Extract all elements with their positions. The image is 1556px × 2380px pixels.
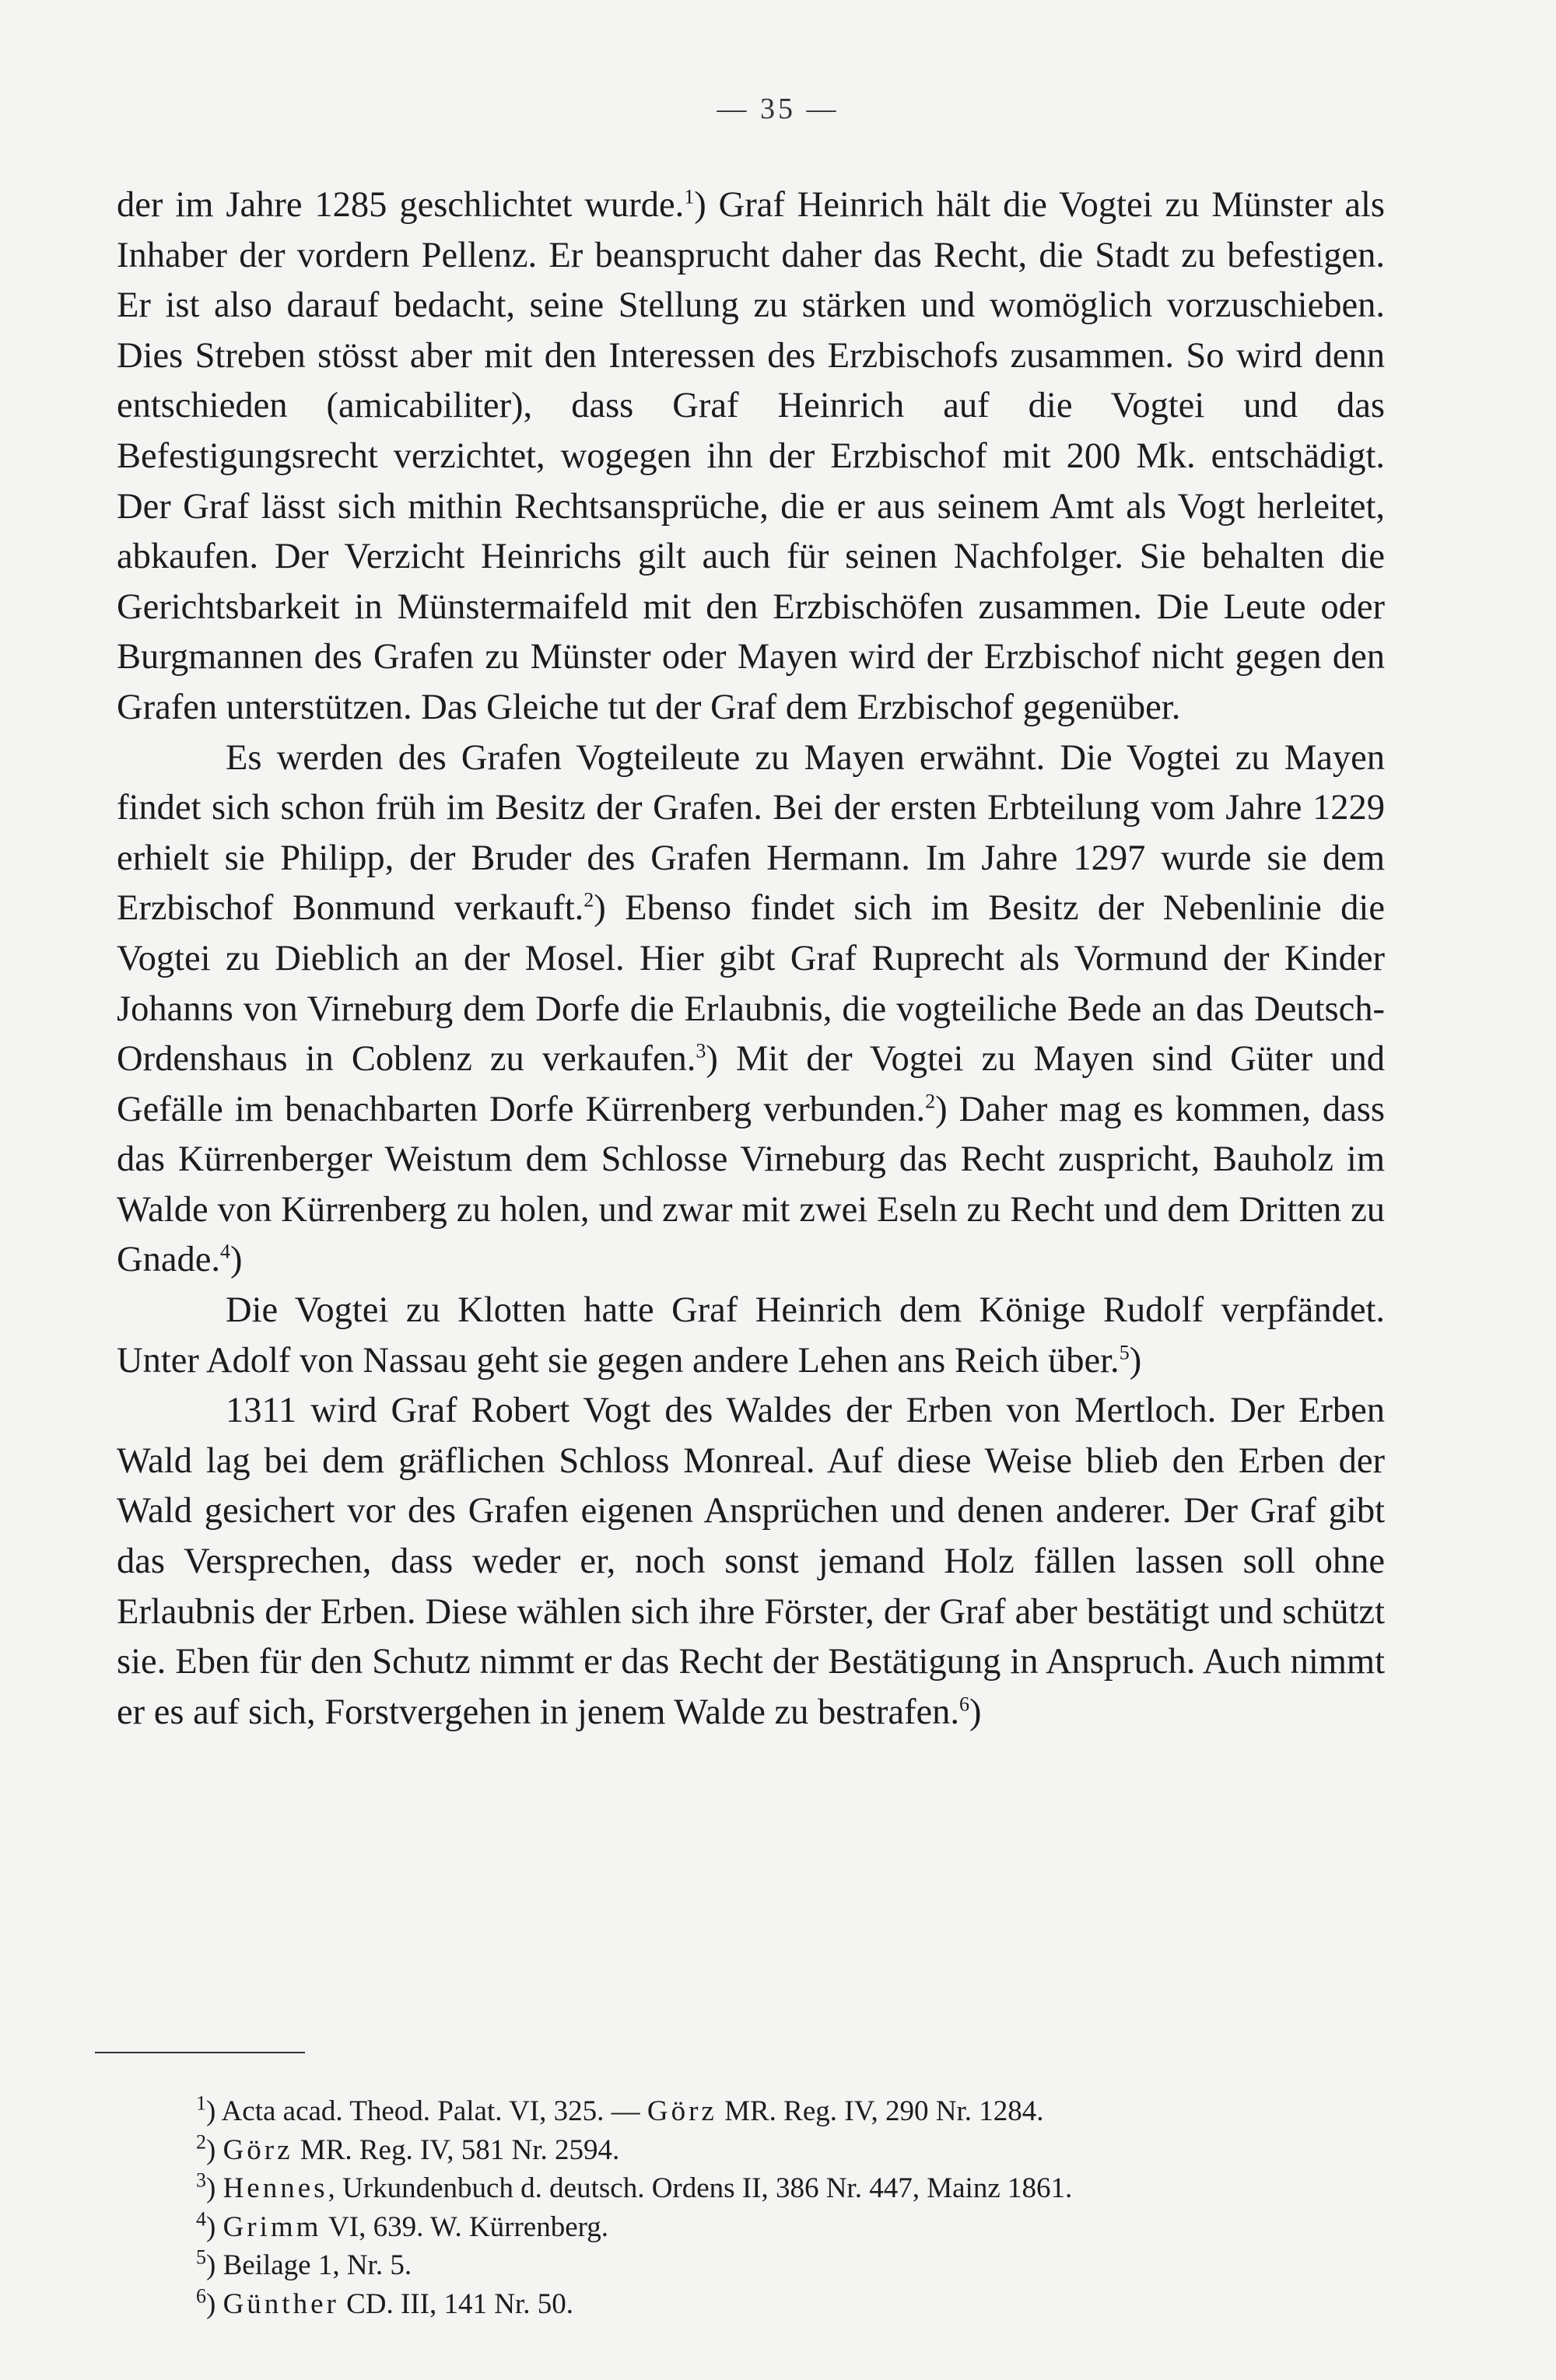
footnote-ref-2b[interactable]: 2 (925, 1090, 936, 1113)
footnote-author: Günther (223, 2287, 339, 2320)
footnote-author: Hennes (223, 2172, 328, 2204)
footnote-author: Görz (647, 2095, 717, 2127)
footnote-ref-6[interactable]: 6 (959, 1692, 970, 1716)
footnotes (196, 2092, 1394, 2323)
footnote-author: Görz (223, 2133, 293, 2166)
footnote-ref-4[interactable]: 4 (219, 1240, 230, 1263)
page-number: — 35 — (717, 93, 839, 125)
footnote-2: $^2$) Görz MR. Reg. IV, 581 Nr. 2594. (196, 2130, 620, 2166)
footnote-divider (95, 2052, 305, 2053)
paragraph-4: 1311 wird Graf Robert Vogt des Waldes der Erben von Mertloch. Der Erben Wald lag bei dem gräflichen Schloss Monreal. Auf diese Weise blieb den Erben der Wald gesichert vor des Grafen eigenen Ansprüchen und denen anderer. Der Graf gibt das Versprechen, dass weder er, noch sonst jemand Holz fällen lassen soll ohne Erlaubnis der Erben. Diese wählen sich ihre Förster, der Graf aber bestätigt und schützt sie. Eben für den Schutz nimmt er das Recht der Bestätigung in Anspruch. Auch nimmt er es auf sich, Forstvergehen in jenem Walde zu bestrafen.$^6$) (117, 1391, 1385, 1732)
footnote-ref-2[interactable]: 2 (584, 888, 594, 912)
paragraph-2: Es werden des Grafen Vogteileute zu Mayen erwähnt. Die Vogtei zu Mayen findet sich schon früh im Besitz der Grafen. Bei der ersten Erbteilung vom Jahre 1229 erhielt sie Philipp, der Bruder des Grafen Hermann. Im Jahre 1297 wurde sie dem Erzbischof Bonmund verkauft.$^2$) Ebenso findet sich im Besitz der Nebenlinie die Vogtei zu Dieblich an der Mosel. Hier gibt Graf Ruprecht als Vormund der Kinder Johanns von Virneburg dem Dorfe die Erlaubnis, die vogteiliche Bede an das Deutsch-Ordenshaus in Coblenz zu verkaufen.$^3$) Mit der Vogtei zu Mayen sind Güter und Gefälle im benachbarten Dorfe Kürrenberg verbunden.$^2$) Daher mag es kommen, dass das Kürrenberger Weistum dem Schlosse Virneburg das Recht zuspricht, Bauholz im Walde von Kürrenberg zu holen, und zwar mit zwei Eseln zu Recht und dem Dritten zu Gnade.$^4$) (117, 737, 1385, 1280)
footnote-1: $^1$) Acta acad. Theod. Palat. VI, 325. — Görz MR. Reg. IV, 290 Nr. 1284. (196, 2091, 1044, 2127)
footnote-ref-3[interactable]: 3 (696, 1039, 706, 1062)
footnote-3: $^3$) Hennes, Urkundenbuch d. deutsch. Ordens II, 386 Nr. 447, Mainz 1861. (196, 2168, 1073, 2204)
footnote-4: $^4$) Grimm VI, 639. W. Kürrenberg. (196, 2207, 609, 2243)
main-text (117, 180, 1385, 1738)
footnote-5: $^5$) Beilage 1, Nr. 5. (196, 2245, 412, 2281)
paragraph-1: der im Jahre 1285 geschlichtet wurde.$^1$) Graf Heinrich hält die Vogtei zu Münster als Inhaber der vordern Pellenz. Er beansprucht daher das Recht, die Stadt zu befestigen. Er ist also darauf bedacht, seine Stellung zu stärken und womöglich vorzuschieben. Dies Streben stösst aber mit den Interessen des Erzbischofs zusammen. So wird denn entschieden (amicabiliter), dass Graf Heinrich auf die Vogtei und das Befestigungsrecht verzichtet, wogegen ihn der Erzbischof mit 200 Mk. entschädigt. Der Graf lässt sich mithin Rechtsansprüche, die er aus seinem Amt als Vogt herleitet, abkaufen. Der Verzicht Heinrichs gilt auch für seinen Nachfolger. Sie behalten die Gerichtsbarkeit in Münstermaifeld mit den Erzbischöfen zusammen. Die Leute oder Burgmannen des Grafen zu Münster oder Mayen wird der Erzbischof nicht gegen den Grafen unterstützen. Das Gleiche tut der Graf dem Erzbischof gegenüber. (117, 185, 1385, 727)
footnote-author: Grimm (223, 2210, 322, 2243)
footnote-6: $^6$) Günther CD. III, 141 Nr. 50. (196, 2284, 573, 2320)
footnote-ref-1[interactable]: 1 (684, 185, 695, 208)
footnote-ref-5[interactable]: 5 (1119, 1341, 1130, 1364)
paragraph-3: Die Vogtei zu Klotten hatte Graf Heinrich dem Könige Rudolf verpfändet. Unter Adolf von Nassau geht sie gegen andere Lehen ans Reich über.$^5$) (117, 1290, 1385, 1381)
